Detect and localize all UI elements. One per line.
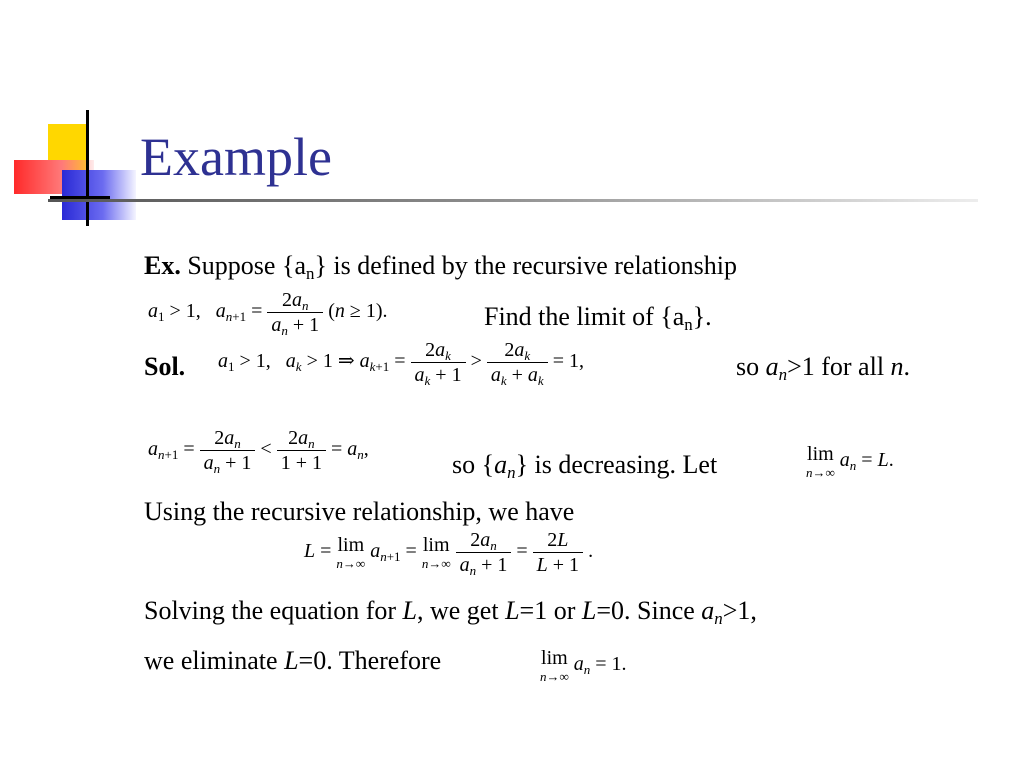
ex-label: Ex. — [144, 251, 181, 280]
solving-text: Solving the equation for L, we get L=1 or L=0. Since $a_n>1$, — [144, 596, 757, 629]
sol-label: Sol. — [144, 352, 186, 381]
limit-L-formula: lim n→∞ $a_n = L$. — [806, 443, 894, 480]
final-limit-formula: lim n→∞ $a_n = 1$. — [540, 647, 627, 684]
title-divider — [48, 199, 978, 202]
find-limit-text: Find the limit of $\{a_n\}$. — [484, 302, 712, 335]
example-statement: Ex. Suppose $\{a_n\}$ is defined by the recursive relationship — [144, 251, 738, 284]
recursion-formula: $a_1 > 1$, $a_{n+1}$ = $\frac{2a_n}{a_n + 1}$ (n ≥ 1). — [148, 289, 388, 338]
sol-inequality-formula: $a_1 > 1$, $a_k > 1$ ⇒ $a_{k+1}$ = $\frac{2a_k}{a_k + 1}$ > $\frac{2a_k}{a_k + a_k}$ = 1, — [218, 339, 584, 388]
decreasing-text: so $\{a_n\}$ is decreasing. Let — [452, 450, 718, 483]
decreasing-formula: $a_{n+1}$ = $\frac{2a_n}{a_n + 1}$ < $\frac{2a_n}{1 + 1}$ = $a_n$, — [148, 427, 369, 476]
page-title: Example — [140, 127, 332, 187]
eliminate-text: we eliminate L=0. Therefore — [144, 646, 442, 675]
so-an-greater-text: so $a_n>1$ for all n. — [736, 352, 911, 385]
using-text: Using the recursive relationship, we have — [144, 497, 575, 526]
limit-equation-formula: L = lim n→∞ $a_{n+1}$ = lim n→∞ $\frac{2a_n}{a_n + 1}$ = $\frac{2L}{L + 1}$ . — [304, 529, 594, 578]
